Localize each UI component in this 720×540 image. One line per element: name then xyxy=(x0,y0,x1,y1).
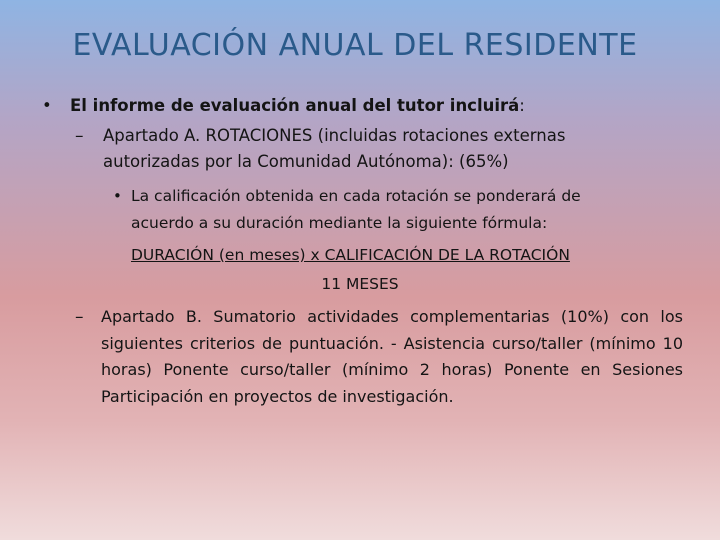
section-b-text: Apartado B. Sumatorio actividades complementarias (10%) con los siguientes criterios de puntuación. - Asistencia curso/taller (mínimo 10 horas) Ponente curso/taller (mínimo 2 horas) Ponente en Sesiones Participación en proyectos de investigación. xyxy=(101,307,683,406)
formula-numerator: DURACIÓN (en meses) x CALIFICACIÓN DE LA ROTACIÓN xyxy=(131,246,570,264)
rotation-weight-line2: acuerdo a su duración mediante la siguiente fórmula: xyxy=(131,214,548,232)
bullet-intro xyxy=(70,94,525,118)
section-a-line2: autorizadas por la Comunidad Autónoma): (65%) xyxy=(103,152,509,171)
rotation-weight-line1: La calificación obtenida en cada rotación se ponderará de xyxy=(131,187,581,205)
dash-mark-b: – xyxy=(75,307,84,327)
dash-mark-a: – xyxy=(75,126,84,146)
slide-title: EVALUACIÓN ANUAL DEL RESIDENTE xyxy=(72,28,638,63)
bullet-mark: • xyxy=(42,96,52,115)
section-a-line1: Apartado A. ROTACIONES (incluidas rotaciones externas xyxy=(103,126,566,145)
sub-bullet-mark: • xyxy=(113,187,122,205)
formula-denominator: 11 MESES xyxy=(321,275,399,293)
bullet-intro-colon: : xyxy=(519,96,525,115)
bullet-intro-label: El informe de evaluación anual del tutor incluirá xyxy=(70,96,520,115)
